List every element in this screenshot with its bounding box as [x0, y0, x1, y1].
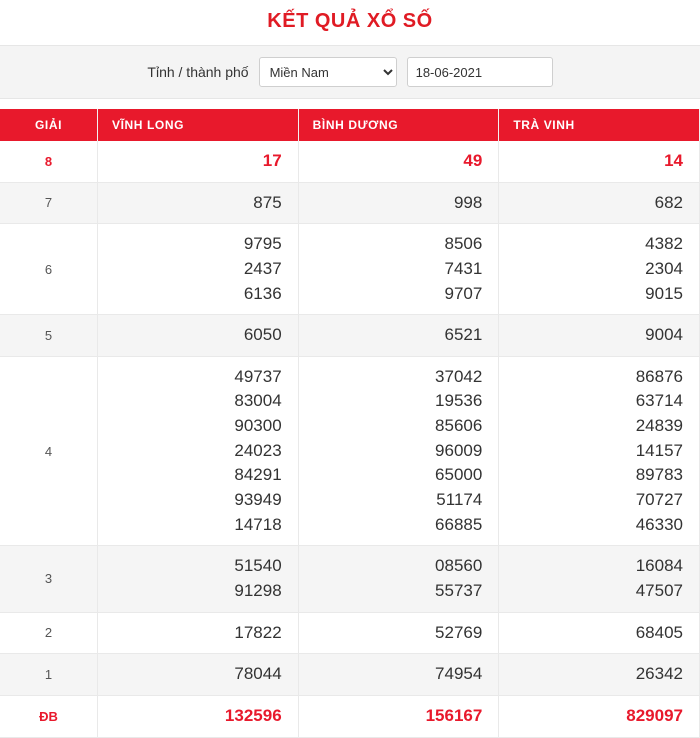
result-number: 37042 — [435, 366, 483, 386]
column-header-province-2: BÌNH DƯƠNG — [298, 109, 499, 141]
result-number: 68405 — [635, 622, 683, 642]
result-number: 6521 — [444, 325, 483, 345]
table-row — [0, 612, 700, 654]
prize-label: 8 — [0, 141, 98, 182]
result-number: 49737 — [234, 366, 282, 386]
result-cell — [499, 141, 700, 182]
result-cell — [298, 612, 499, 654]
result-cell — [499, 356, 700, 545]
result-number: 51540 — [234, 556, 282, 576]
result-cell — [298, 654, 499, 696]
result-cell — [298, 141, 499, 182]
result-number: 14157 — [635, 440, 683, 460]
result-cell — [298, 224, 499, 315]
prize-label: 1 — [0, 654, 98, 696]
table-row — [0, 546, 700, 612]
prize-label: 6 — [0, 224, 98, 315]
result-cell — [499, 612, 700, 654]
result-number: 998 — [453, 192, 483, 212]
result-number: 74954 — [435, 664, 483, 684]
result-cell — [98, 315, 299, 357]
result-number: 24839 — [635, 416, 683, 436]
result-number: 9707 — [444, 283, 483, 303]
result-cell — [499, 654, 700, 696]
result-cell — [499, 182, 700, 224]
result-number: 6136 — [243, 283, 282, 303]
result-cell — [98, 612, 299, 654]
column-header-province-1: VĨNH LONG — [98, 109, 299, 141]
result-number: 14718 — [234, 514, 282, 534]
result-number: 4382 — [645, 234, 683, 254]
result-cell — [98, 546, 299, 612]
page-title: KẾT QUẢ XỔ SỐ — [267, 10, 433, 32]
result-number: 63714 — [635, 391, 683, 411]
result-cell — [298, 546, 499, 612]
result-number: 46330 — [635, 514, 683, 534]
result-number: 91298 — [234, 580, 282, 600]
prize-label: 2 — [0, 612, 98, 654]
result-number: 17 — [262, 151, 282, 170]
result-cell — [98, 654, 299, 696]
result-number: 7431 — [444, 258, 483, 278]
result-number: 156167 — [425, 705, 483, 725]
results-table-head — [0, 109, 700, 141]
result-number: 9015 — [645, 283, 683, 303]
prize-label: 3 — [0, 546, 98, 612]
result-number: 829097 — [626, 705, 683, 725]
result-number: 83004 — [234, 391, 282, 411]
result-number: 96009 — [435, 440, 483, 460]
result-number: 65000 — [435, 465, 483, 485]
result-number: 2437 — [243, 258, 282, 278]
prize-label: 4 — [0, 356, 98, 545]
result-number: 49 — [463, 151, 483, 170]
column-header-province-3: TRÀ VINH — [499, 109, 700, 141]
result-number: 9004 — [645, 325, 683, 345]
result-number: 78044 — [234, 664, 282, 684]
filter-bar — [0, 45, 700, 99]
column-header-prize: GIẢI — [0, 109, 98, 141]
result-number: 132596 — [224, 705, 282, 725]
result-cell — [98, 356, 299, 545]
result-number: 70727 — [635, 490, 683, 510]
result-number: 16084 — [635, 556, 683, 576]
result-number: 26342 — [635, 664, 683, 684]
result-number: 875 — [253, 192, 282, 212]
result-number: 52769 — [435, 622, 483, 642]
result-number: 9795 — [243, 234, 282, 254]
region-label: Tỉnh / thành phố — [147, 64, 249, 80]
result-cell — [98, 224, 299, 315]
date-input[interactable] — [407, 57, 553, 87]
result-number: 14 — [664, 151, 683, 170]
result-number: 6050 — [243, 325, 282, 345]
result-number: 66885 — [435, 514, 483, 534]
table-row — [0, 654, 700, 696]
result-cell — [98, 182, 299, 224]
result-cell — [499, 224, 700, 315]
result-cell — [298, 182, 499, 224]
result-number: 55737 — [435, 580, 483, 600]
result-number: 85606 — [435, 416, 483, 436]
result-number: 89783 — [635, 465, 683, 485]
result-number: 17822 — [234, 622, 282, 642]
result-number: 51174 — [436, 490, 483, 510]
result-cell — [98, 141, 299, 182]
result-number: 93949 — [234, 490, 282, 510]
table-row — [0, 356, 700, 545]
results-table-body — [0, 141, 700, 737]
result-number: 86876 — [635, 366, 683, 386]
result-number: 24023 — [234, 440, 282, 460]
result-number: 2304 — [645, 258, 683, 278]
result-cell — [499, 315, 700, 357]
table-row — [0, 141, 700, 182]
result-number: 08560 — [435, 556, 483, 576]
region-select[interactable] — [259, 57, 397, 87]
result-number: 47507 — [635, 580, 683, 600]
result-number: 8506 — [444, 234, 483, 254]
table-row — [0, 315, 700, 357]
prize-label: 7 — [0, 182, 98, 224]
table-row — [0, 224, 700, 315]
result-cell — [298, 315, 499, 357]
results-table — [0, 109, 700, 738]
result-number: 682 — [654, 192, 683, 212]
prize-label: 5 — [0, 315, 98, 357]
result-number: 84291 — [234, 465, 282, 485]
result-cell — [499, 546, 700, 612]
result-number: 90300 — [234, 416, 282, 436]
table-row — [0, 182, 700, 224]
result-number: 19536 — [435, 391, 483, 411]
prize-label: ĐB — [0, 695, 98, 737]
table-header-row — [0, 109, 700, 141]
result-cell — [298, 356, 499, 545]
